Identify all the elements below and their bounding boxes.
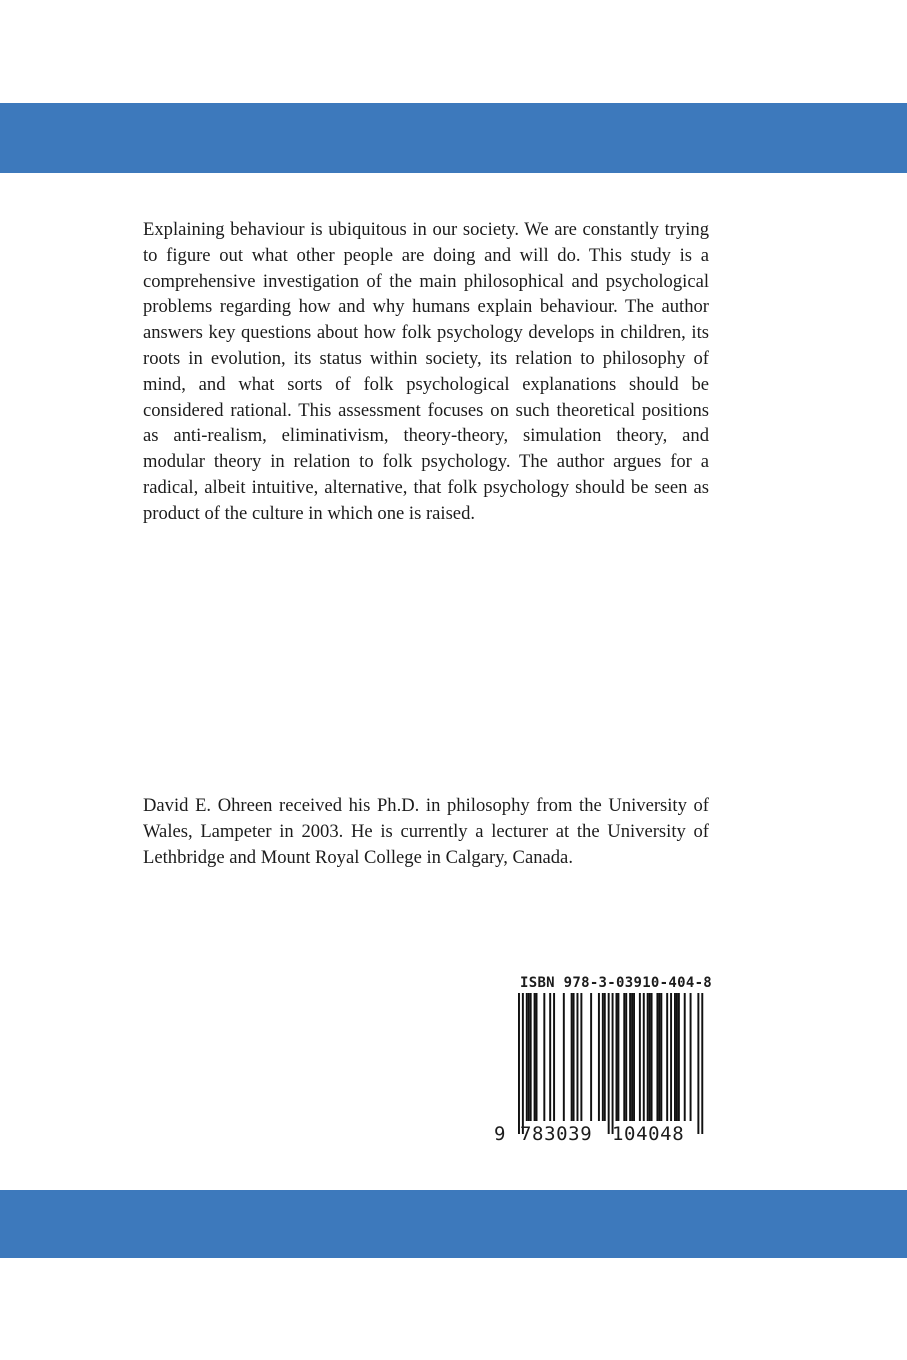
author-bio: David E. Ohreen received his Ph.D. in philosophy from the University of Wales, Lampeter in 2003. He is currently a lecturer at the University of Lethbridge and Mount Royal College in Calgary, Canada. (143, 795, 709, 868)
top-color-band (0, 103, 907, 173)
barcode-bar (649, 993, 651, 1121)
barcode-bar (651, 993, 653, 1121)
isbn-label: ISBN 978-3-03910-404-8 (520, 975, 713, 991)
barcode-bar (526, 993, 528, 1121)
barcode-bar (684, 993, 686, 1121)
barcode-bar (518, 993, 520, 1134)
barcode-bar (553, 993, 555, 1121)
barcode-bar (701, 993, 703, 1134)
book-description: Explaining behaviour is ubiquitous in our society. We are constantly trying to figure out what other people are doing and will do. This study is a comprehensive investigation of the main philosophical and psychological problems regarding how and why humans explain behaviour. The author answers key questions about how folk psychology develops in children, its roots in evolution, its status within society, its relation to philosophy of mind, and what sorts of folk psychological explanations should be considered rational. This assessment focuses on such theoretical positions as anti-realism, eliminativism, theory-theory, simulation theory, and modular theory in relation to folk psychology. The author argues for a radical, albeit intuitive, alternative, that folk psychology should be seen as product of the culture in which one is raised. (143, 219, 709, 524)
barcode-bar (678, 993, 680, 1121)
barcode-bar (643, 993, 645, 1121)
barcode-bar (580, 993, 582, 1121)
barcode-bar (690, 993, 692, 1121)
barcode-bar (573, 993, 575, 1121)
barcode-bar (616, 993, 618, 1121)
barcode-bar (625, 993, 627, 1121)
barcode-digits-right: 104048 (612, 1123, 685, 1145)
barcode-bar (617, 993, 619, 1121)
barcode-bar (602, 993, 604, 1121)
bottom-color-band (0, 1190, 907, 1258)
barcode-bars (490, 993, 715, 1138)
barcode-bar (666, 993, 668, 1121)
barcode-bar (697, 993, 699, 1134)
barcode-bar (528, 993, 530, 1121)
barcode-bar (660, 993, 662, 1121)
barcode-bar (612, 993, 614, 1134)
barcode-bar (633, 993, 635, 1121)
isbn-barcode (490, 975, 715, 1157)
barcode-bar (676, 993, 678, 1121)
barcode-bar (604, 993, 606, 1121)
barcode-bar (658, 993, 660, 1121)
barcode-bar (608, 993, 610, 1134)
barcode-bar (670, 993, 672, 1121)
barcode-bar (631, 993, 633, 1121)
barcode-bar (549, 993, 551, 1121)
barcode-bar (530, 993, 532, 1121)
barcode-digit-first: 9 (494, 1123, 506, 1145)
barcode-bar (598, 993, 600, 1121)
barcode-bar (639, 993, 641, 1121)
barcode-bar (577, 993, 579, 1121)
barcode-bar (656, 993, 658, 1121)
barcode-bar (571, 993, 573, 1121)
barcode-bar (623, 993, 625, 1121)
barcode-bar (543, 993, 545, 1121)
barcode-bar (534, 993, 536, 1121)
barcode-bar (563, 993, 565, 1121)
barcode-digits-left: 783039 (520, 1123, 593, 1145)
barcode-bar (674, 993, 676, 1121)
barcode-bar (590, 993, 592, 1121)
barcode-bar (536, 993, 538, 1121)
barcode-bar (522, 993, 524, 1134)
barcode-bar (647, 993, 649, 1121)
barcode-bar (629, 993, 631, 1121)
barcode-digits (490, 1123, 715, 1151)
